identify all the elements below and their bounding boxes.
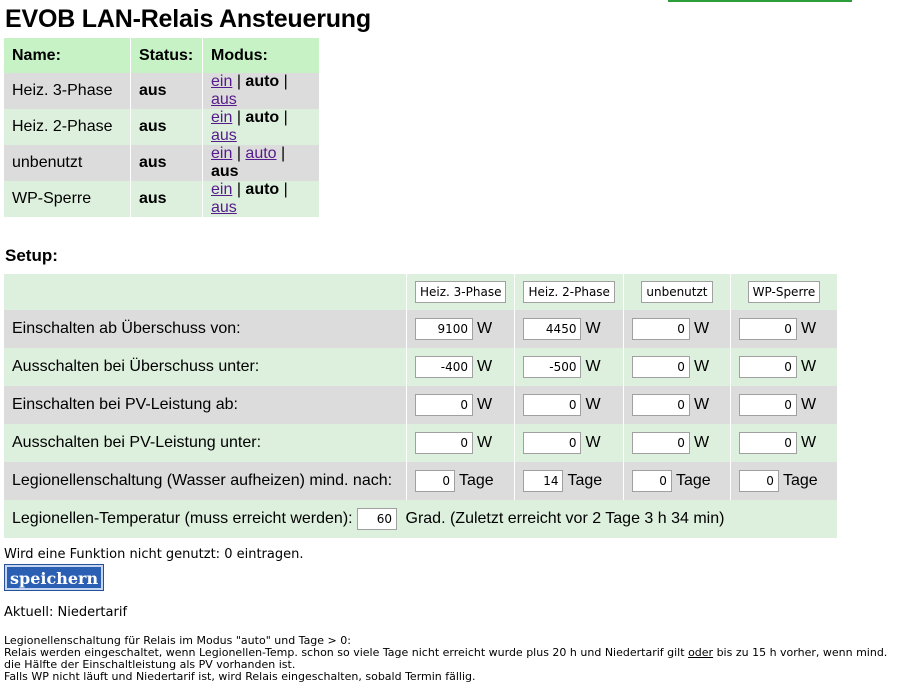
setup-column-headers (4, 274, 837, 310)
temperature-input[interactable]: 60 (357, 508, 397, 530)
mode-auto-link[interactable]: auto (245, 145, 277, 162)
mode-on-link[interactable]: ein (211, 109, 233, 126)
setup-row-switch-on-surplus (4, 310, 837, 348)
relay-name: Heiz. 2-Phase (4, 109, 131, 145)
mode-off-link[interactable]: aus (211, 199, 237, 216)
value-input[interactable]: 0 (632, 432, 690, 454)
separator: | (281, 145, 286, 162)
temperature-status: Grad. (Zuletzt erreicht vor 2 Tage 3 h 34 min) (405, 510, 725, 527)
mode-on-link[interactable]: ein (211, 181, 233, 198)
value-input[interactable]: 0 (739, 432, 797, 454)
setup-row-legionella-days (4, 462, 837, 500)
mode-switch (203, 145, 320, 181)
relay-status: aus (139, 190, 167, 207)
column-name-field[interactable]: Heiz. 2-Phase (523, 281, 614, 303)
unit-label: Tage (459, 472, 494, 489)
relay-status: aus (139, 118, 167, 135)
unit-label: W (585, 434, 601, 451)
separator: | (283, 109, 288, 126)
value-input[interactable]: 0 (632, 470, 672, 492)
relay-status-table (4, 38, 319, 217)
save-button[interactable]: speichern (5, 565, 103, 590)
relay-table-header (4, 38, 319, 73)
setup-row-label: Legionellenschaltung (Wasser aufheizen) mind. nach: (12, 472, 393, 489)
separator: | (283, 73, 288, 90)
value-input[interactable]: 0 (739, 394, 797, 416)
unit-label: W (693, 320, 710, 337)
unit-label: Tage (782, 472, 818, 489)
unit-label: Tage (567, 472, 603, 489)
separator: | (236, 145, 241, 162)
unit-label: W (800, 396, 817, 413)
mode-switch (203, 109, 320, 145)
value-input[interactable]: 0 (523, 394, 581, 416)
unit-label: W (585, 396, 601, 413)
value-input[interactable]: 0 (632, 318, 690, 340)
note-line: Legionellenschaltung für Relais im Modus "auto" und Tage > 0: (4, 634, 351, 647)
value-input[interactable]: -500 (523, 356, 581, 378)
value-input[interactable]: 0 (739, 470, 779, 492)
value-input[interactable]: 9100 (415, 318, 473, 340)
note-line: Falls WP nicht läuft und Niedertarif ist, wird Relais eingeschalten, sobald Termin fällig. (4, 670, 476, 683)
setup-row-switch-off-surplus (4, 348, 837, 386)
value-input[interactable]: 0 (739, 318, 797, 340)
relay-status: aus (139, 82, 167, 99)
mode-off-link[interactable]: aus (211, 127, 237, 144)
relay-row-heiz-3-phase (4, 73, 319, 109)
mode-on-link[interactable]: ein (211, 73, 233, 90)
separator: | (236, 109, 241, 126)
header-name: Name: (4, 38, 131, 73)
unit-label: W (477, 396, 493, 413)
column-name-field[interactable]: Heiz. 3-Phase (415, 281, 506, 303)
unit-label: W (477, 358, 493, 375)
header-mode: Modus: (211, 46, 268, 64)
value-input[interactable]: 0 (523, 432, 581, 454)
relay-row-wp-sperre (4, 181, 319, 217)
mode-switch (203, 181, 320, 217)
mode-auto-current: auto (245, 181, 280, 198)
mode-off-link[interactable]: aus (211, 91, 237, 108)
mode-auto-current: auto (245, 73, 280, 90)
note-emphasis: oder (688, 646, 714, 659)
legionella-notes (4, 635, 920, 683)
unit-label: W (585, 358, 601, 375)
setup-row-legionella-temperature (4, 500, 837, 538)
relay-name: Heiz. 3-Phase (4, 73, 131, 109)
page-title: EVOB LAN-Relais Ansteuerung (5, 5, 371, 33)
value-input[interactable]: 0 (632, 356, 690, 378)
unit-label: W (800, 434, 817, 451)
value-input[interactable]: 0 (415, 432, 473, 454)
top-accent-bar (668, 0, 852, 2)
unit-label: W (477, 434, 493, 451)
setup-row-label: Einschalten ab Überschuss von: (12, 320, 241, 337)
temperature-label: Legionellen-Temperatur (muss erreicht werden): (12, 510, 353, 528)
separator: | (236, 181, 241, 198)
relay-name: unbenutzt (4, 145, 131, 181)
separator: | (236, 73, 241, 90)
value-input[interactable]: 4450 (523, 318, 581, 340)
setup-row-switch-on-pv (4, 386, 837, 424)
unit-label: W (693, 434, 710, 451)
setup-row-label: Ausschalten bei Überschuss unter: (12, 358, 260, 375)
mode-off-current: aus (211, 163, 239, 180)
unit-label: W (693, 396, 710, 413)
relay-row-heiz-2-phase (4, 109, 319, 145)
setup-row-label: Ausschalten bei PV-Leistung unter: (12, 434, 262, 451)
value-input[interactable]: 0 (415, 394, 473, 416)
relay-name: WP-Sperre (4, 181, 131, 217)
unit-label: W (477, 320, 493, 337)
setup-row-switch-off-pv (4, 424, 837, 462)
current-tariff: Aktuell: Niedertarif (4, 605, 128, 620)
value-input[interactable]: 14 (523, 470, 563, 492)
header-status: Status: (131, 38, 203, 73)
mode-auto-current: auto (245, 109, 280, 126)
value-input[interactable]: 0 (739, 356, 797, 378)
relay-status: aus (139, 154, 167, 171)
setup-table (4, 274, 837, 538)
note-line: die Hälfte der Einschaltleistung als PV vorhanden ist. (4, 658, 296, 671)
mode-on-link[interactable]: ein (211, 145, 233, 162)
setup-heading: Setup: (5, 246, 58, 265)
value-input[interactable]: 0 (415, 470, 455, 492)
column-name-field[interactable]: WP-Sperre (748, 281, 821, 303)
unit-label: Tage (675, 472, 711, 489)
note-line: Relais werden eingeschaltet, wenn Legionellen-Temp. schon so viele Tage nicht erreicht wurde plus 20 h und Niedertarif gilt oder bis zu 15 h vorher, wenn mind. (4, 646, 888, 659)
unit-label: W (693, 358, 710, 375)
column-name-field[interactable]: unbenutzt (641, 281, 712, 303)
unit-label: W (800, 320, 817, 337)
unit-label: W (585, 320, 601, 337)
zero-hint: Wird eine Funktion nicht genutzt: 0 eintragen. (4, 547, 304, 562)
mode-switch (203, 73, 320, 109)
unit-label: W (800, 358, 817, 375)
value-input[interactable]: -400 (415, 356, 473, 378)
setup-row-label: Einschalten bei PV-Leistung ab: (12, 396, 238, 413)
relay-row-unbenutzt (4, 145, 319, 181)
separator: | (283, 181, 288, 198)
value-input[interactable]: 0 (632, 394, 690, 416)
